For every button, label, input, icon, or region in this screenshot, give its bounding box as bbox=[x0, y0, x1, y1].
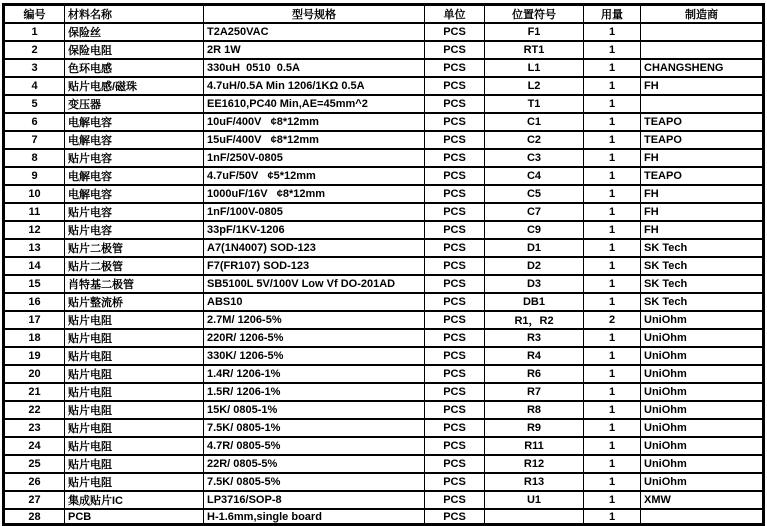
table-cell: C5 bbox=[485, 185, 584, 203]
table-cell: 1 bbox=[4, 23, 65, 41]
table-cell: 贴片电阻 bbox=[65, 419, 204, 437]
table-cell: 贴片电阻 bbox=[65, 437, 204, 455]
table-cell: R4 bbox=[485, 347, 584, 365]
header-cell: 用量 bbox=[584, 5, 641, 24]
table-cell: XMW bbox=[641, 491, 764, 509]
table-cell: 22 bbox=[4, 401, 65, 419]
table-cell: PCS bbox=[425, 293, 485, 311]
table-cell: 1 bbox=[584, 185, 641, 203]
table-cell: PCS bbox=[425, 77, 485, 95]
table-cell: CHANGSHENG bbox=[641, 59, 764, 77]
table-cell: 9 bbox=[4, 167, 65, 185]
table-cell: 7.5K/ 0805-5% bbox=[204, 473, 425, 491]
table-row bbox=[4, 239, 764, 257]
table-cell: 1 bbox=[584, 221, 641, 239]
table-cell: C1 bbox=[485, 113, 584, 131]
table-cell: 27 bbox=[4, 491, 65, 509]
table-cell: 贴片电阻 bbox=[65, 455, 204, 473]
table-cell: 10 bbox=[4, 185, 65, 203]
table-cell: C7 bbox=[485, 203, 584, 221]
table-cell: R11 bbox=[485, 437, 584, 455]
table-cell: R13 bbox=[485, 473, 584, 491]
table-cell: PCS bbox=[425, 311, 485, 329]
table-cell: 贴片二极管 bbox=[65, 257, 204, 275]
table-cell: 1 bbox=[584, 275, 641, 293]
table-cell bbox=[641, 509, 764, 525]
table-cell: PCS bbox=[425, 257, 485, 275]
table-cell: 贴片电阻 bbox=[65, 383, 204, 401]
table-cell: 肖特基二极管 bbox=[65, 275, 204, 293]
table-cell: 25 bbox=[4, 455, 65, 473]
table-cell: PCS bbox=[425, 149, 485, 167]
table-cell: 1 bbox=[584, 473, 641, 491]
table-cell: D2 bbox=[485, 257, 584, 275]
table-cell: 贴片整流桥 bbox=[65, 293, 204, 311]
table-cell: 18 bbox=[4, 329, 65, 347]
table-cell: 保险丝 bbox=[65, 23, 204, 41]
table-cell: 5 bbox=[4, 95, 65, 113]
table-cell: T2A250VAC bbox=[204, 23, 425, 41]
header-cell: 型号规格 bbox=[204, 5, 425, 24]
table-cell: 220R/ 1206-5% bbox=[204, 329, 425, 347]
table-row bbox=[4, 59, 764, 77]
table-cell: R3 bbox=[485, 329, 584, 347]
header-cell: 材料名称 bbox=[65, 5, 204, 24]
table-cell: 15 bbox=[4, 275, 65, 293]
table-cell: T1 bbox=[485, 95, 584, 113]
table-cell: 21 bbox=[4, 383, 65, 401]
table-body bbox=[4, 23, 764, 525]
table-cell: 1 bbox=[584, 23, 641, 41]
table-cell: PCS bbox=[425, 167, 485, 185]
table-cell: PCS bbox=[425, 509, 485, 525]
table-cell: C3 bbox=[485, 149, 584, 167]
table-cell: 贴片电阻 bbox=[65, 365, 204, 383]
table-cell bbox=[485, 509, 584, 525]
table-cell: LP3716/SOP-8 bbox=[204, 491, 425, 509]
header-cell: 编号 bbox=[4, 5, 65, 24]
table-cell: 1 bbox=[584, 257, 641, 275]
table-cell: 15uF/400V ¢8*12mm bbox=[204, 131, 425, 149]
table-cell: 1 bbox=[584, 491, 641, 509]
table-cell: PCS bbox=[425, 59, 485, 77]
table-cell: 4.7uH/0.5A Min 1206/1KΩ 0.5A bbox=[204, 77, 425, 95]
table-cell: PCS bbox=[425, 185, 485, 203]
table-cell: 1 bbox=[584, 59, 641, 77]
table-cell: ABS10 bbox=[204, 293, 425, 311]
table-cell: FH bbox=[641, 185, 764, 203]
table-cell: 贴片电容 bbox=[65, 203, 204, 221]
table-cell: 变压器 bbox=[65, 95, 204, 113]
table-cell: 3 bbox=[4, 59, 65, 77]
table-cell: 33pF/1KV-1206 bbox=[204, 221, 425, 239]
table-cell: SK Tech bbox=[641, 275, 764, 293]
table-cell: 4 bbox=[4, 77, 65, 95]
table-cell: 1 bbox=[584, 131, 641, 149]
table-cell: PCS bbox=[425, 383, 485, 401]
table-cell: 8 bbox=[4, 149, 65, 167]
table-cell: 4.7uF/50V ¢5*12mm bbox=[204, 167, 425, 185]
table-row bbox=[4, 491, 764, 509]
table-cell: SK Tech bbox=[641, 257, 764, 275]
table-cell: FH bbox=[641, 77, 764, 95]
table-cell: R12 bbox=[485, 455, 584, 473]
table-cell bbox=[641, 95, 764, 113]
table-cell: 1nF/100V-0805 bbox=[204, 203, 425, 221]
table-row bbox=[4, 473, 764, 491]
table-cell: 7 bbox=[4, 131, 65, 149]
table-cell: UniOhm bbox=[641, 401, 764, 419]
header-cell: 位置符号 bbox=[485, 5, 584, 24]
table-cell: 1 bbox=[584, 167, 641, 185]
table-row bbox=[4, 167, 764, 185]
table-cell: DB1 bbox=[485, 293, 584, 311]
table-cell: PCS bbox=[425, 239, 485, 257]
table-cell: 电解电容 bbox=[65, 131, 204, 149]
table-cell: PCS bbox=[425, 203, 485, 221]
table-cell: L1 bbox=[485, 59, 584, 77]
table-cell: 1 bbox=[584, 77, 641, 95]
table-cell: 2 bbox=[584, 311, 641, 329]
table-cell: UniOhm bbox=[641, 329, 764, 347]
header-cell: 制造商 bbox=[641, 5, 764, 24]
table-cell: 电解电容 bbox=[65, 185, 204, 203]
bom-table bbox=[2, 3, 765, 526]
table-cell: 4.7R/ 0805-5% bbox=[204, 437, 425, 455]
table-cell: U1 bbox=[485, 491, 584, 509]
table-cell: EE1610,PC40 Min,AE=45mm^2 bbox=[204, 95, 425, 113]
table-cell: TEAPO bbox=[641, 113, 764, 131]
table-cell: 1 bbox=[584, 509, 641, 525]
table-cell: 11 bbox=[4, 203, 65, 221]
table-cell: 2 bbox=[4, 41, 65, 59]
table-cell: 1 bbox=[584, 95, 641, 113]
table-cell: 330K/ 1206-5% bbox=[204, 347, 425, 365]
table-cell: 贴片电感/磁珠 bbox=[65, 77, 204, 95]
table-cell: PCS bbox=[425, 329, 485, 347]
table-cell: 1 bbox=[584, 329, 641, 347]
table-cell: 12 bbox=[4, 221, 65, 239]
table-cell: 贴片电阻 bbox=[65, 401, 204, 419]
table-cell: R7 bbox=[485, 383, 584, 401]
table-cell: 贴片电阻 bbox=[65, 347, 204, 365]
table-cell: PCS bbox=[425, 419, 485, 437]
table-cell: UniOhm bbox=[641, 437, 764, 455]
table-row bbox=[4, 41, 764, 59]
table-cell: 14 bbox=[4, 257, 65, 275]
table-row bbox=[4, 221, 764, 239]
table-cell: 16 bbox=[4, 293, 65, 311]
table-cell: 保险电阻 bbox=[65, 41, 204, 59]
table-cell: 17 bbox=[4, 311, 65, 329]
table-cell: 1000uF/16V ¢8*12mm bbox=[204, 185, 425, 203]
table-cell: UniOhm bbox=[641, 419, 764, 437]
table-row bbox=[4, 257, 764, 275]
table-cell: L2 bbox=[485, 77, 584, 95]
table-cell: A7(1N4007) SOD-123 bbox=[204, 239, 425, 257]
table-cell: 1.5R/ 1206-1% bbox=[204, 383, 425, 401]
table-row bbox=[4, 437, 764, 455]
table-cell: 1 bbox=[584, 113, 641, 131]
table-cell: 23 bbox=[4, 419, 65, 437]
table-cell: PCS bbox=[425, 347, 485, 365]
table-cell: 集成贴片IC bbox=[65, 491, 204, 509]
table-cell: 1.4R/ 1206-1% bbox=[204, 365, 425, 383]
table-cell: PCB bbox=[65, 509, 204, 525]
table-row bbox=[4, 275, 764, 293]
table-cell: 贴片电阻 bbox=[65, 311, 204, 329]
table-cell: 贴片二极管 bbox=[65, 239, 204, 257]
table-row bbox=[4, 95, 764, 113]
table-cell: PCS bbox=[425, 365, 485, 383]
table-cell: UniOhm bbox=[641, 365, 764, 383]
table-cell: PCS bbox=[425, 491, 485, 509]
table-cell: 1 bbox=[584, 401, 641, 419]
table-row bbox=[4, 401, 764, 419]
table-cell: PCS bbox=[425, 473, 485, 491]
table-cell: 色环电感 bbox=[65, 59, 204, 77]
table-cell: FH bbox=[641, 203, 764, 221]
table-cell: PCS bbox=[425, 455, 485, 473]
table-row bbox=[4, 455, 764, 473]
table-cell: 28 bbox=[4, 509, 65, 525]
table-cell: 1 bbox=[584, 41, 641, 59]
table-cell: UniOhm bbox=[641, 473, 764, 491]
table-cell: TEAPO bbox=[641, 167, 764, 185]
table-row bbox=[4, 509, 764, 525]
table-cell: D1 bbox=[485, 239, 584, 257]
table-header-row-container bbox=[4, 5, 764, 24]
table-cell: PCS bbox=[425, 23, 485, 41]
table-cell: 20 bbox=[4, 365, 65, 383]
table-row bbox=[4, 113, 764, 131]
table-cell bbox=[641, 23, 764, 41]
table-row bbox=[4, 203, 764, 221]
table-cell: C4 bbox=[485, 167, 584, 185]
table-cell: 1 bbox=[584, 239, 641, 257]
table-row bbox=[4, 365, 764, 383]
table-header-row bbox=[4, 5, 764, 24]
table-cell: C2 bbox=[485, 131, 584, 149]
table-cell: PCS bbox=[425, 437, 485, 455]
table-cell: F7(FR107) SOD-123 bbox=[204, 257, 425, 275]
table-cell: 2R 1W bbox=[204, 41, 425, 59]
header-cell: 单位 bbox=[425, 5, 485, 24]
table-row bbox=[4, 347, 764, 365]
table-cell: FH bbox=[641, 149, 764, 167]
table-cell: PCS bbox=[425, 275, 485, 293]
table-cell: R6 bbox=[485, 365, 584, 383]
table-cell: PCS bbox=[425, 401, 485, 419]
table-cell: 1 bbox=[584, 437, 641, 455]
table-cell: 1 bbox=[584, 455, 641, 473]
table-cell: F1 bbox=[485, 23, 584, 41]
table-cell: 1 bbox=[584, 383, 641, 401]
table-cell: 贴片电阻 bbox=[65, 473, 204, 491]
table-cell: PCS bbox=[425, 95, 485, 113]
table-row bbox=[4, 149, 764, 167]
table-cell: R8 bbox=[485, 401, 584, 419]
table-cell: 2.7M/ 1206-5% bbox=[204, 311, 425, 329]
table-row bbox=[4, 383, 764, 401]
table-cell: FH bbox=[641, 221, 764, 239]
table-cell: 1 bbox=[584, 293, 641, 311]
table-row bbox=[4, 77, 764, 95]
table-cell: 电解电容 bbox=[65, 113, 204, 131]
table-cell: 24 bbox=[4, 437, 65, 455]
table-cell: UniOhm bbox=[641, 455, 764, 473]
table-row bbox=[4, 185, 764, 203]
table-cell: 贴片电容 bbox=[65, 149, 204, 167]
table-cell: C9 bbox=[485, 221, 584, 239]
table-cell: PCS bbox=[425, 131, 485, 149]
table-cell: PCS bbox=[425, 41, 485, 59]
table-cell: SB5100L 5V/100V Low Vf DO-201AD bbox=[204, 275, 425, 293]
table-row bbox=[4, 311, 764, 329]
table-cell: 贴片电阻 bbox=[65, 329, 204, 347]
table-cell: 电解电容 bbox=[65, 167, 204, 185]
table-cell: PCS bbox=[425, 221, 485, 239]
table-row bbox=[4, 329, 764, 347]
table-cell: 1 bbox=[584, 203, 641, 221]
table-cell: TEAPO bbox=[641, 131, 764, 149]
table-cell: SK Tech bbox=[641, 239, 764, 257]
table-cell: 13 bbox=[4, 239, 65, 257]
table-cell bbox=[641, 41, 764, 59]
table-cell: UniOhm bbox=[641, 311, 764, 329]
table-cell: 330uH 0510 0.5A bbox=[204, 59, 425, 77]
table-cell: 1nF/250V-0805 bbox=[204, 149, 425, 167]
table-cell: R9 bbox=[485, 419, 584, 437]
table-cell: 6 bbox=[4, 113, 65, 131]
table-cell: 22R/ 0805-5% bbox=[204, 455, 425, 473]
table-cell: UniOhm bbox=[641, 383, 764, 401]
table-cell: 贴片电容 bbox=[65, 221, 204, 239]
table-cell: 1 bbox=[584, 347, 641, 365]
table-cell: UniOhm bbox=[641, 347, 764, 365]
table-row bbox=[4, 131, 764, 149]
table-cell: 19 bbox=[4, 347, 65, 365]
table-cell: 1 bbox=[584, 365, 641, 383]
table-cell: 15K/ 0805-1% bbox=[204, 401, 425, 419]
table-cell: RT1 bbox=[485, 41, 584, 59]
table-cell: SK Tech bbox=[641, 293, 764, 311]
table-row bbox=[4, 293, 764, 311]
table-cell: H-1.6mm,single board bbox=[204, 509, 425, 525]
table-cell: 1 bbox=[584, 149, 641, 167]
table-cell: 10uF/400V ¢8*12mm bbox=[204, 113, 425, 131]
table-row bbox=[4, 419, 764, 437]
table-cell: D3 bbox=[485, 275, 584, 293]
table-row bbox=[4, 23, 764, 41]
table-cell: 26 bbox=[4, 473, 65, 491]
table-cell: R1，R2 bbox=[485, 311, 584, 329]
table-cell: 1 bbox=[584, 419, 641, 437]
table-cell: 7.5K/ 0805-1% bbox=[204, 419, 425, 437]
table-cell: PCS bbox=[425, 113, 485, 131]
